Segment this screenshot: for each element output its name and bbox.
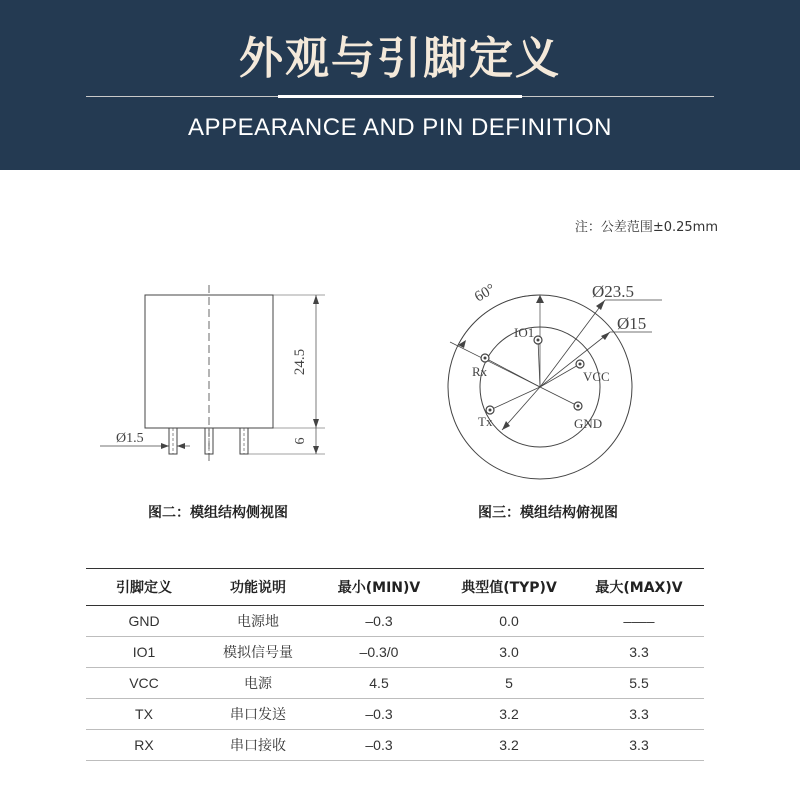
cell-function: 电源地 [202, 606, 314, 637]
pin-tx-label: Tx [478, 414, 493, 429]
cell-typ: 3.2 [444, 699, 574, 730]
pin-gnd-label: GND [574, 416, 603, 431]
page-subtitle: APPEARANCE AND PIN DEFINITION [188, 114, 612, 141]
cell-function: 模拟信号量 [202, 637, 314, 668]
top-view-caption: 图三：模组结构俯视图 [478, 505, 618, 521]
tolerance-note: 注：公差范围±0.25mm [574, 220, 718, 235]
cell-min: –0.3 [314, 699, 444, 730]
table-row [86, 637, 704, 668]
cell-max: 5.5 [574, 668, 704, 699]
pin-vcc-label: VCC [583, 369, 610, 384]
header-min: 最小(MIN)V [314, 569, 444, 606]
cell-function: 电源 [202, 668, 314, 699]
page-title: 外观与引脚定义 [239, 33, 561, 84]
cell-typ: 3.2 [444, 730, 574, 761]
inner-diameter-label: Ø15 [617, 314, 647, 333]
table-row [86, 668, 704, 699]
cell-pin: VCC [86, 668, 202, 699]
table-row [86, 699, 704, 730]
title-divider-accent [278, 95, 522, 98]
cell-min: –0.3 [314, 606, 444, 637]
cell-function: 串口接收 [202, 730, 314, 761]
pin-spec-table [86, 568, 704, 761]
cell-min: 4.5 [314, 668, 444, 699]
side-view-caption: 图二：模组结构侧视图 [148, 505, 288, 521]
header-banner [0, 0, 800, 170]
cell-min: –0.3 [314, 730, 444, 761]
angle-label: 60° [472, 281, 499, 306]
header-function: 功能说明 [202, 569, 314, 606]
cell-max: 3.3 [574, 699, 704, 730]
cell-function: 串口发送 [202, 699, 314, 730]
cell-max: 3.3 [574, 730, 704, 761]
cell-max: 3.3 [574, 637, 704, 668]
cell-min: –0.3/0 [314, 637, 444, 668]
table-header-row [86, 569, 704, 606]
pin-rx-label: Rx [472, 364, 488, 379]
cell-pin: IO1 [86, 637, 202, 668]
table-row [86, 730, 704, 761]
cell-max: –––– [574, 606, 704, 637]
pin-io1-label: IO1 [514, 325, 535, 340]
cell-typ: 5 [444, 668, 574, 699]
header-pin: 引脚定义 [86, 569, 202, 606]
cell-typ: 0.0 [444, 606, 574, 637]
pin-diameter-label: Ø1.5 [116, 431, 144, 446]
table-row [86, 606, 704, 637]
cell-pin: TX [86, 699, 202, 730]
header-typ: 典型值(TYP)V [444, 569, 574, 606]
top-view-diagram [430, 260, 680, 480]
pin-length-label: 6 [293, 437, 308, 445]
cell-pin: RX [86, 730, 202, 761]
side-view-diagram [90, 280, 340, 470]
cell-pin: GND [86, 606, 202, 637]
height-label: 24.5 [292, 348, 308, 376]
cell-typ: 3.0 [444, 637, 574, 668]
header-max: 最大(MAX)V [574, 569, 704, 606]
outer-diameter-label: Ø23.5 [592, 282, 635, 301]
